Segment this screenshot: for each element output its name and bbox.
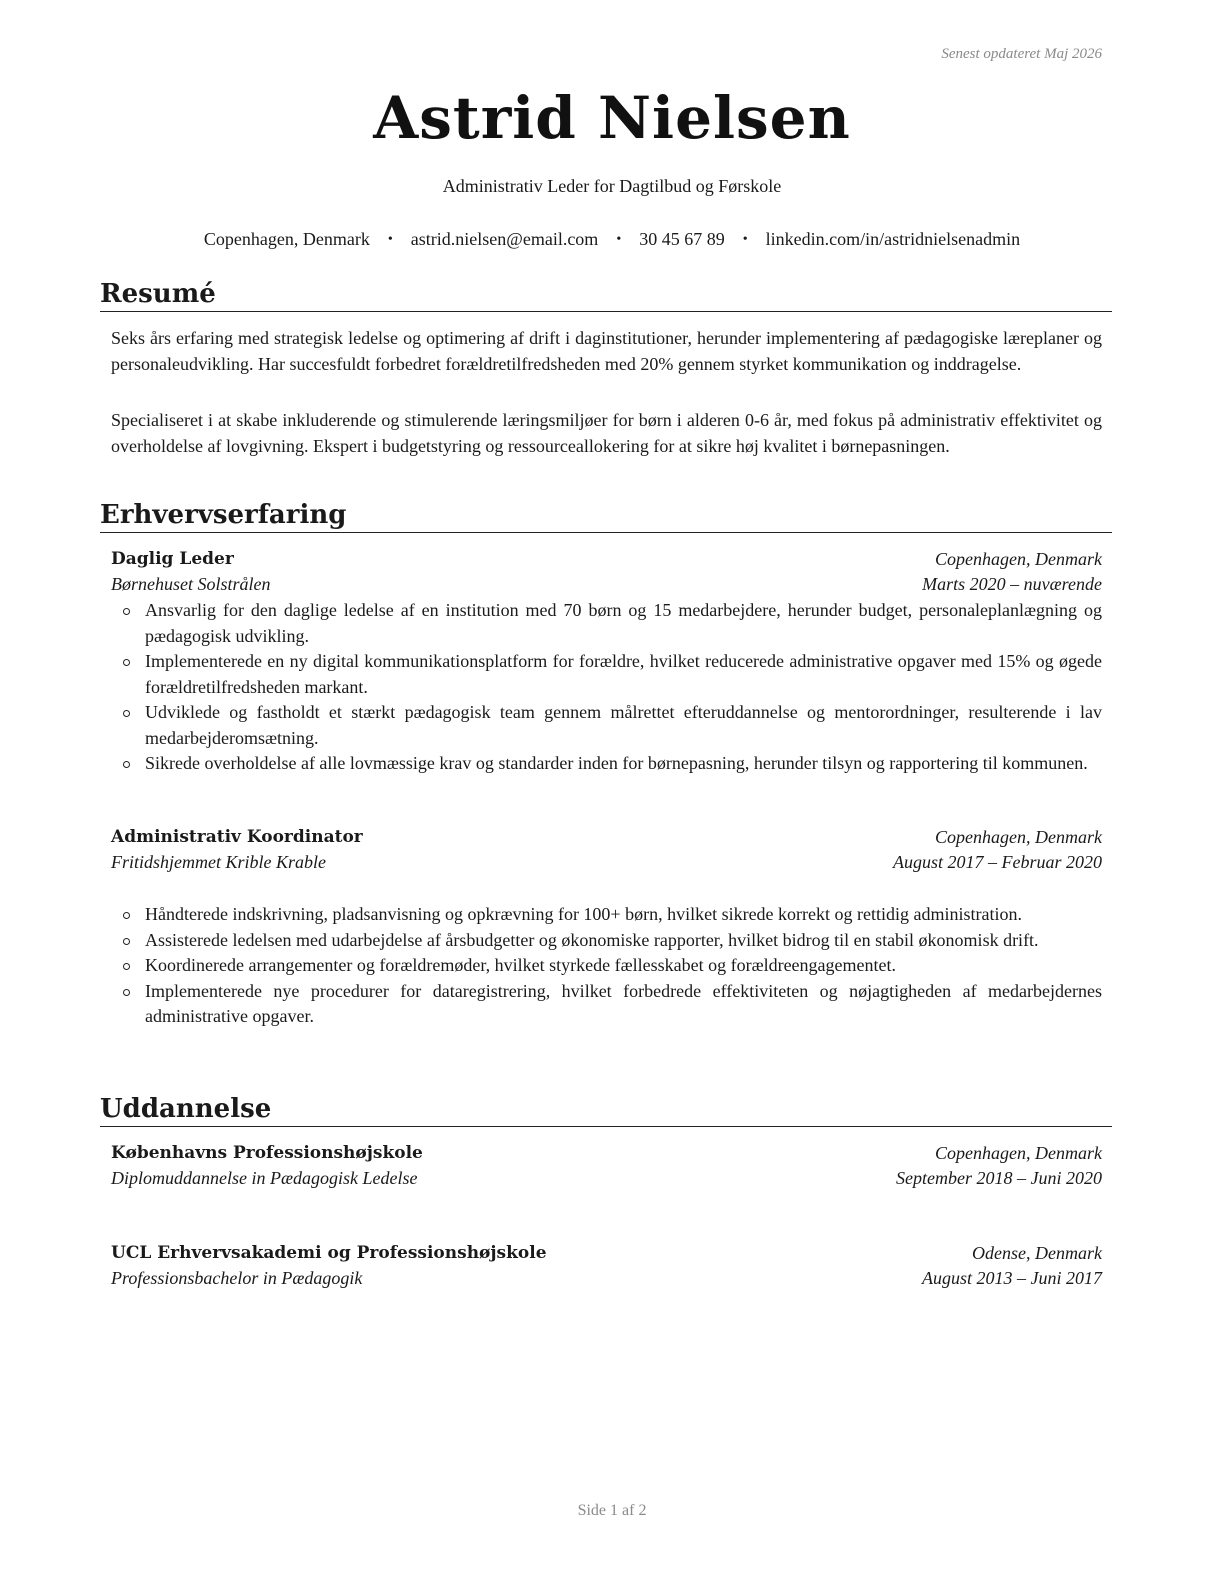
separator-dot: •	[742, 231, 748, 247]
bullet-icon	[123, 963, 130, 970]
section-title-education: Uddannelse	[100, 1093, 1112, 1127]
job-role: Administrativ Koordinator	[111, 827, 363, 847]
school-location: Copenhagen, Denmark	[935, 1143, 1102, 1163]
bullet-icon	[123, 659, 130, 666]
bullet-icon	[123, 608, 130, 615]
school-name: UCL Erhvervsakademi og Professionshøjskole	[111, 1243, 547, 1263]
bullet-icon	[123, 938, 130, 945]
school-name: Københavns Professionshøjskole	[111, 1143, 423, 1163]
candidate-name: Astrid Nielsen	[373, 84, 851, 152]
job-role: Daglig Leder	[111, 549, 234, 569]
list-item: Implementerede nye procedurer for dataregistrering, hvilket forbedrede effektiviteten og nøjagtigheden af medarbejdernes administrative opgaver.	[111, 979, 1102, 1030]
job-location: Copenhagen, Denmark	[935, 549, 1102, 569]
contact-email[interactable]: astrid.nielsen@email.com	[410, 229, 599, 249]
summary-paragraph: Seks års erfaring med strategisk ledelse og optimering af drift i daginstitutioner, herunder implementering af pædagogiske læreplaner og personaleudvikling. Har succesfuldt forbedret forældretilfredsheden med 20% gennem styrket kommunikation og inddragelse.	[111, 328, 1102, 374]
separator-dot: •	[616, 231, 622, 247]
separator-dot: •	[387, 231, 393, 247]
school-dates: September 2018 – Juni 2020	[896, 1168, 1102, 1188]
job-dates: August 2017 – Februar 2020	[893, 852, 1102, 872]
section-title-experience: Erhvervserfaring	[100, 499, 1112, 533]
page-number: Side 1 af 2	[577, 1502, 647, 1519]
section-title-summary: Resumé	[100, 278, 1112, 312]
bullet-icon	[123, 710, 130, 717]
candidate-headline: Administrativ Leder for Dagtilbud og Førskole	[442, 176, 782, 196]
list-item: Assisterede ledelsen med udarbejdelse af årsbudgetter og økonomiske rapporter, hvilket bidrog til en stabil økonomisk drift.	[111, 928, 1102, 954]
contact-line	[0, 229, 1224, 250]
contact-linkedin[interactable]: linkedin.com/in/astridnielsenadmin	[765, 229, 1021, 249]
school-location: Odense, Denmark	[972, 1243, 1102, 1263]
list-item: Implementerede en ny digital kommunikationsplatform for forældre, hvilket reducerede administrative opgaver med 15% og øgede forældretilfredsheden markant.	[111, 649, 1102, 700]
job-dates: Marts 2020 – nuværende	[922, 574, 1102, 594]
contact-phone: 30 45 67 89	[639, 229, 725, 249]
school-degree: Professionsbachelor in Pædagogik	[111, 1268, 363, 1288]
bullet-icon	[123, 912, 130, 919]
job-organization: Børnehuset Solstrålen	[111, 574, 271, 594]
bullet-icon	[123, 761, 130, 768]
school-degree: Diplomuddannelse in Pædagogisk Ledelse	[111, 1168, 418, 1188]
bullet-icon	[123, 989, 130, 996]
job-organization: Fritidshjemmet Krible Krable	[111, 852, 326, 872]
summary-paragraph: Specialiseret i at skabe inkluderende og stimulerende læringsmiljøer for børn i alderen 0-6 år, med fokus på administrativ effektivitet og overholdelse af lovgivning. Ekspert i budgetstyring og ressourceallokering for at sikre høj kvalitet i børnepasningen.	[111, 410, 1102, 456]
job-location: Copenhagen, Denmark	[935, 827, 1102, 847]
school-dates: August 2013 – Juni 2017	[922, 1268, 1102, 1288]
job-bullets	[111, 902, 1102, 1030]
list-item: Udviklede og fastholdt et stærkt pædagogisk team gennem målrettet efteruddannelse og mentorordninger, resulterende i lav medarbejderomsætning.	[111, 700, 1102, 751]
list-item: Koordinerede arrangementer og forældremøder, hvilket styrkede fællesskabet og forældreengagementet.	[111, 953, 1102, 979]
last-updated: Senest opdateret Maj 2026	[941, 46, 1102, 62]
list-item: Sikrede overholdelse af alle lovmæssige krav og standarder inden for børnepasning, herunder tilsyn og rapportering til kommunen.	[111, 751, 1102, 777]
contact-location: Copenhagen, Denmark	[203, 229, 370, 249]
job-bullets	[111, 598, 1102, 777]
list-item: Håndterede indskrivning, pladsanvisning og opkrævning for 100+ børn, hvilket sikrede korrekt og rettidig administration.	[111, 902, 1102, 928]
list-item: Ansvarlig for den daglige ledelse af en institution med 70 børn og 15 medarbejdere, herunder budget, personaleplanlægning og pædagogisk udvikling.	[111, 598, 1102, 649]
